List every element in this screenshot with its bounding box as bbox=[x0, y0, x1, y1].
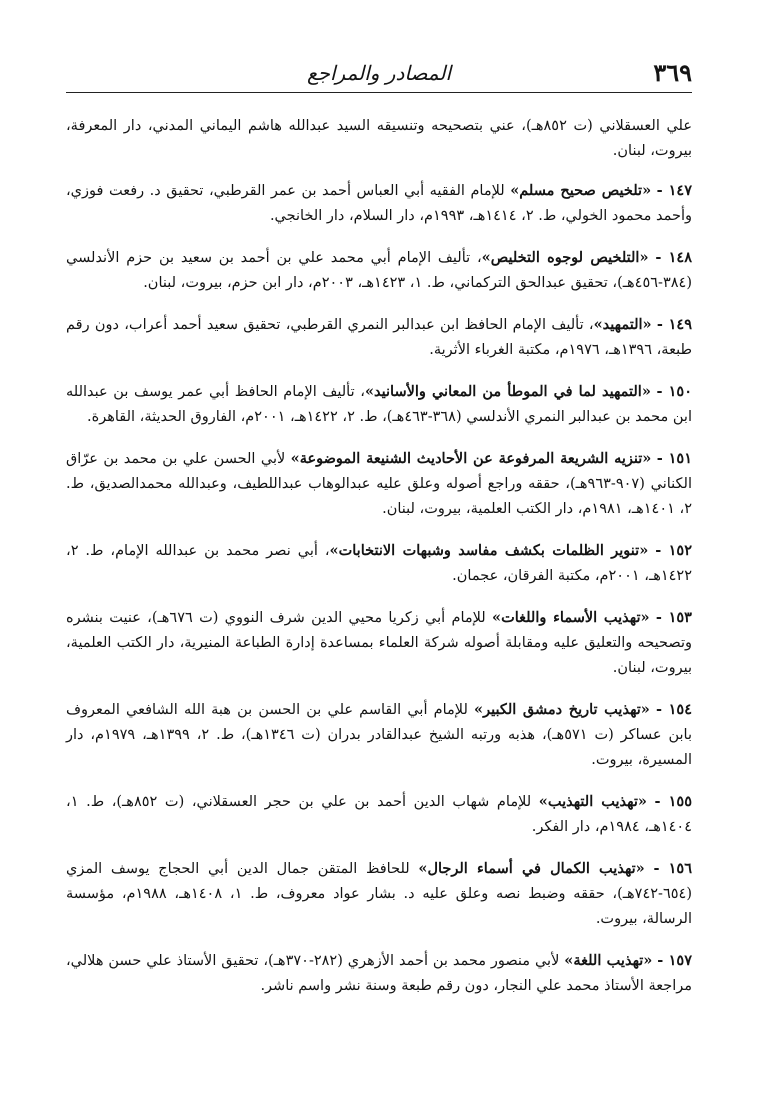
entry-title: «تنوير الظلمات بكشف مفاسد وشبهات الانتخابات» bbox=[329, 542, 649, 559]
entries-container bbox=[66, 178, 692, 999]
entry-details: للحافظ المتقن جمال الدين أبي الحجاج يوسف المزي (٦٥٤-٧٤٢هـ)، حققه وضبط نصه وعلق عليه د. بشار عواد معروف، ط. ١، ١٤٠٨هـ، ١٩٨٨م، مؤسسة الرسالة، بيروت. bbox=[66, 861, 692, 927]
bibliography-entry bbox=[66, 245, 692, 296]
entry-details: ، أبي نصر محمد بن عبدالله الإمام، ط. ٢، ١٤٢٢هـ، ٢٠٠١م، مكتبة الفرقان، عجمان. bbox=[66, 543, 692, 584]
entry-details: لأبي منصور محمد بن أحمد الأزهري (٢٨٢-٣٧٠هـ)، تحقيق الأستاذ علي حسن هلالي، مراجعة الأستاذ محمد علي النجار، دون رقم طبعة وسنة نشر واسم ناشر. bbox=[66, 953, 692, 994]
header-rule bbox=[66, 92, 692, 93]
entry-title: «التمهيد» bbox=[593, 316, 652, 333]
entry-title: «تهذيب التهذيب» bbox=[538, 793, 647, 810]
bibliography-entry bbox=[66, 605, 692, 681]
entry-title: «التمهيد لما في الموطأ من المعاني والأسانيد» bbox=[364, 383, 651, 400]
entry-number: ١٤٧ - bbox=[656, 182, 693, 199]
entry-details: للإمام أبي القاسم علي بن الحسن بن هبة الله الشافعي المعروف بابن عساكر (ت ٥٧١هـ)، هذبه ورتبه الشيخ عبدالقادر بدران (ت ١٣٤٦هـ)، ط. ٢، ١٣٩٩هـ، ١٩٧٩م، دار المسيرة، بيروت. bbox=[66, 702, 692, 768]
entry-title: «تهذيب الكمال في أسماء الرجال» bbox=[418, 860, 645, 877]
entry-details: ، تأليف الإمام الحافظ أبي عمر يوسف بن عبدالله ابن محمد بن عبدالبر النمري الأندلسي (٣٦٨-٤٦٣هـ)، ط. ٢، ١٤٢٢هـ، ٢٠٠١م، الفاروق الحديثة، القاهرة. bbox=[66, 384, 692, 425]
bibliography-list bbox=[66, 114, 692, 1015]
entry-number: ١٥٦ - bbox=[653, 860, 693, 877]
entry-number: ١٤٩ - bbox=[656, 316, 692, 333]
entry-title: «تلخيص صحيح مسلم» bbox=[510, 182, 652, 199]
bibliography-entry bbox=[66, 856, 692, 932]
bibliography-entry bbox=[66, 178, 692, 229]
bibliography-entry bbox=[66, 312, 692, 363]
bibliography-entry bbox=[66, 789, 692, 840]
entry-number: ١٥٥ - bbox=[654, 793, 692, 810]
entry-title: «تهذيب اللغة» bbox=[564, 952, 653, 969]
entry-details: لأبي الحسن علي بن محمد بن عرّاق الكناني (٩٠٧-٩٦٣هـ)، حققه وراجع أصوله وعلق عليه عبدالوهاب عبداللطيف، وعبدالله محمدالصديق، ط. ٢، ١٤٠١هـ، ١٩٨١م، دار الكتب العلمية، بيروت، لبنان. bbox=[66, 451, 692, 517]
entry-title: «تهذيب الأسماء واللغات» bbox=[492, 609, 650, 626]
entry-number: ١٥٧ - bbox=[657, 952, 692, 969]
bibliography-entry bbox=[66, 948, 692, 999]
bibliography-entry bbox=[66, 697, 692, 773]
entry-details: للإمام أبي زكريا محيي الدين شرف النووي (ت ٦٧٦هـ)، عنيت بنشره وتصحيحه والتعليق عليه ومقابلة أصوله شركة العلماء بمساعدة إدارة الطباعة المنيرية، دار الكتب العلمية، بيروت، لبنان. bbox=[66, 610, 692, 676]
entry-details: للإمام شهاب الدين أحمد بن علي بن حجر العسقلاني، (ت ٨٥٢هـ)، ط. ١، ١٤٠٤هـ، ١٩٨٤م، دار الفكر. bbox=[66, 794, 692, 835]
entry-number: ١٥١ - bbox=[656, 450, 692, 467]
bibliography-entry bbox=[66, 538, 692, 589]
entry-details: ، تأليف الإمام أبي محمد علي بن أحمد بن سعيد بن حزم الأندلسي (٣٨٤-٤٥٦هـ)، تحقيق عبدالحق التركماني، ط. ١، ١٤٢٣هـ، ٢٠٠٣م، دار ابن حزم، بيروت، لبنان. bbox=[66, 250, 692, 291]
entry-details: ، تأليف الإمام الحافظ ابن عبدالبر النمري القرطبي، تحقيق سعيد أحمد أعراب، دون رقم طبعة، ١٣٩٦هـ، ١٩٧٦م، مكتبة الغرباء الأثرية. bbox=[66, 317, 692, 358]
entry-title: «تنزيه الشريعة المرفوعة عن الأحاديث الشنيعة الموضوعة» bbox=[290, 450, 652, 467]
entry-title: «تهذيب تاريخ دمشق الكبير» bbox=[474, 701, 650, 718]
entry-number: ١٥٢ - bbox=[655, 542, 692, 559]
continued-entry: علي العسقلاني (ت ٨٥٢هـ)، عني بتصحيحه وتنسيقه السيد عبدالله هاشم اليماني المدني، دار المعرفة، بيروت، لبنان. bbox=[66, 118, 692, 159]
bibliography-entry bbox=[66, 379, 692, 430]
entry-number: ١٤٨ - bbox=[655, 249, 692, 266]
entry-number: ١٥٠ - bbox=[656, 383, 693, 400]
entry-number: ١٥٤ - bbox=[656, 701, 693, 718]
page-header bbox=[66, 58, 692, 94]
entry-number: ١٥٣ - bbox=[655, 609, 692, 626]
running-title: المصادر والمراجع bbox=[306, 61, 452, 85]
entry-details: للإمام الفقيه أبي العباس أحمد بن عمر القرطبي، تحقيق د. رفعت فوزي، وأحمد محمود الخولي، ط. ٢، ١٤١٤هـ، ١٩٩٣م، دار السلام، دار الخانجي. bbox=[66, 183, 692, 224]
entry-title: «التلخيص لوجوه التخليص» bbox=[481, 249, 649, 266]
page-number: ٣٦٩ bbox=[653, 58, 692, 87]
bibliography-entry bbox=[66, 446, 692, 522]
